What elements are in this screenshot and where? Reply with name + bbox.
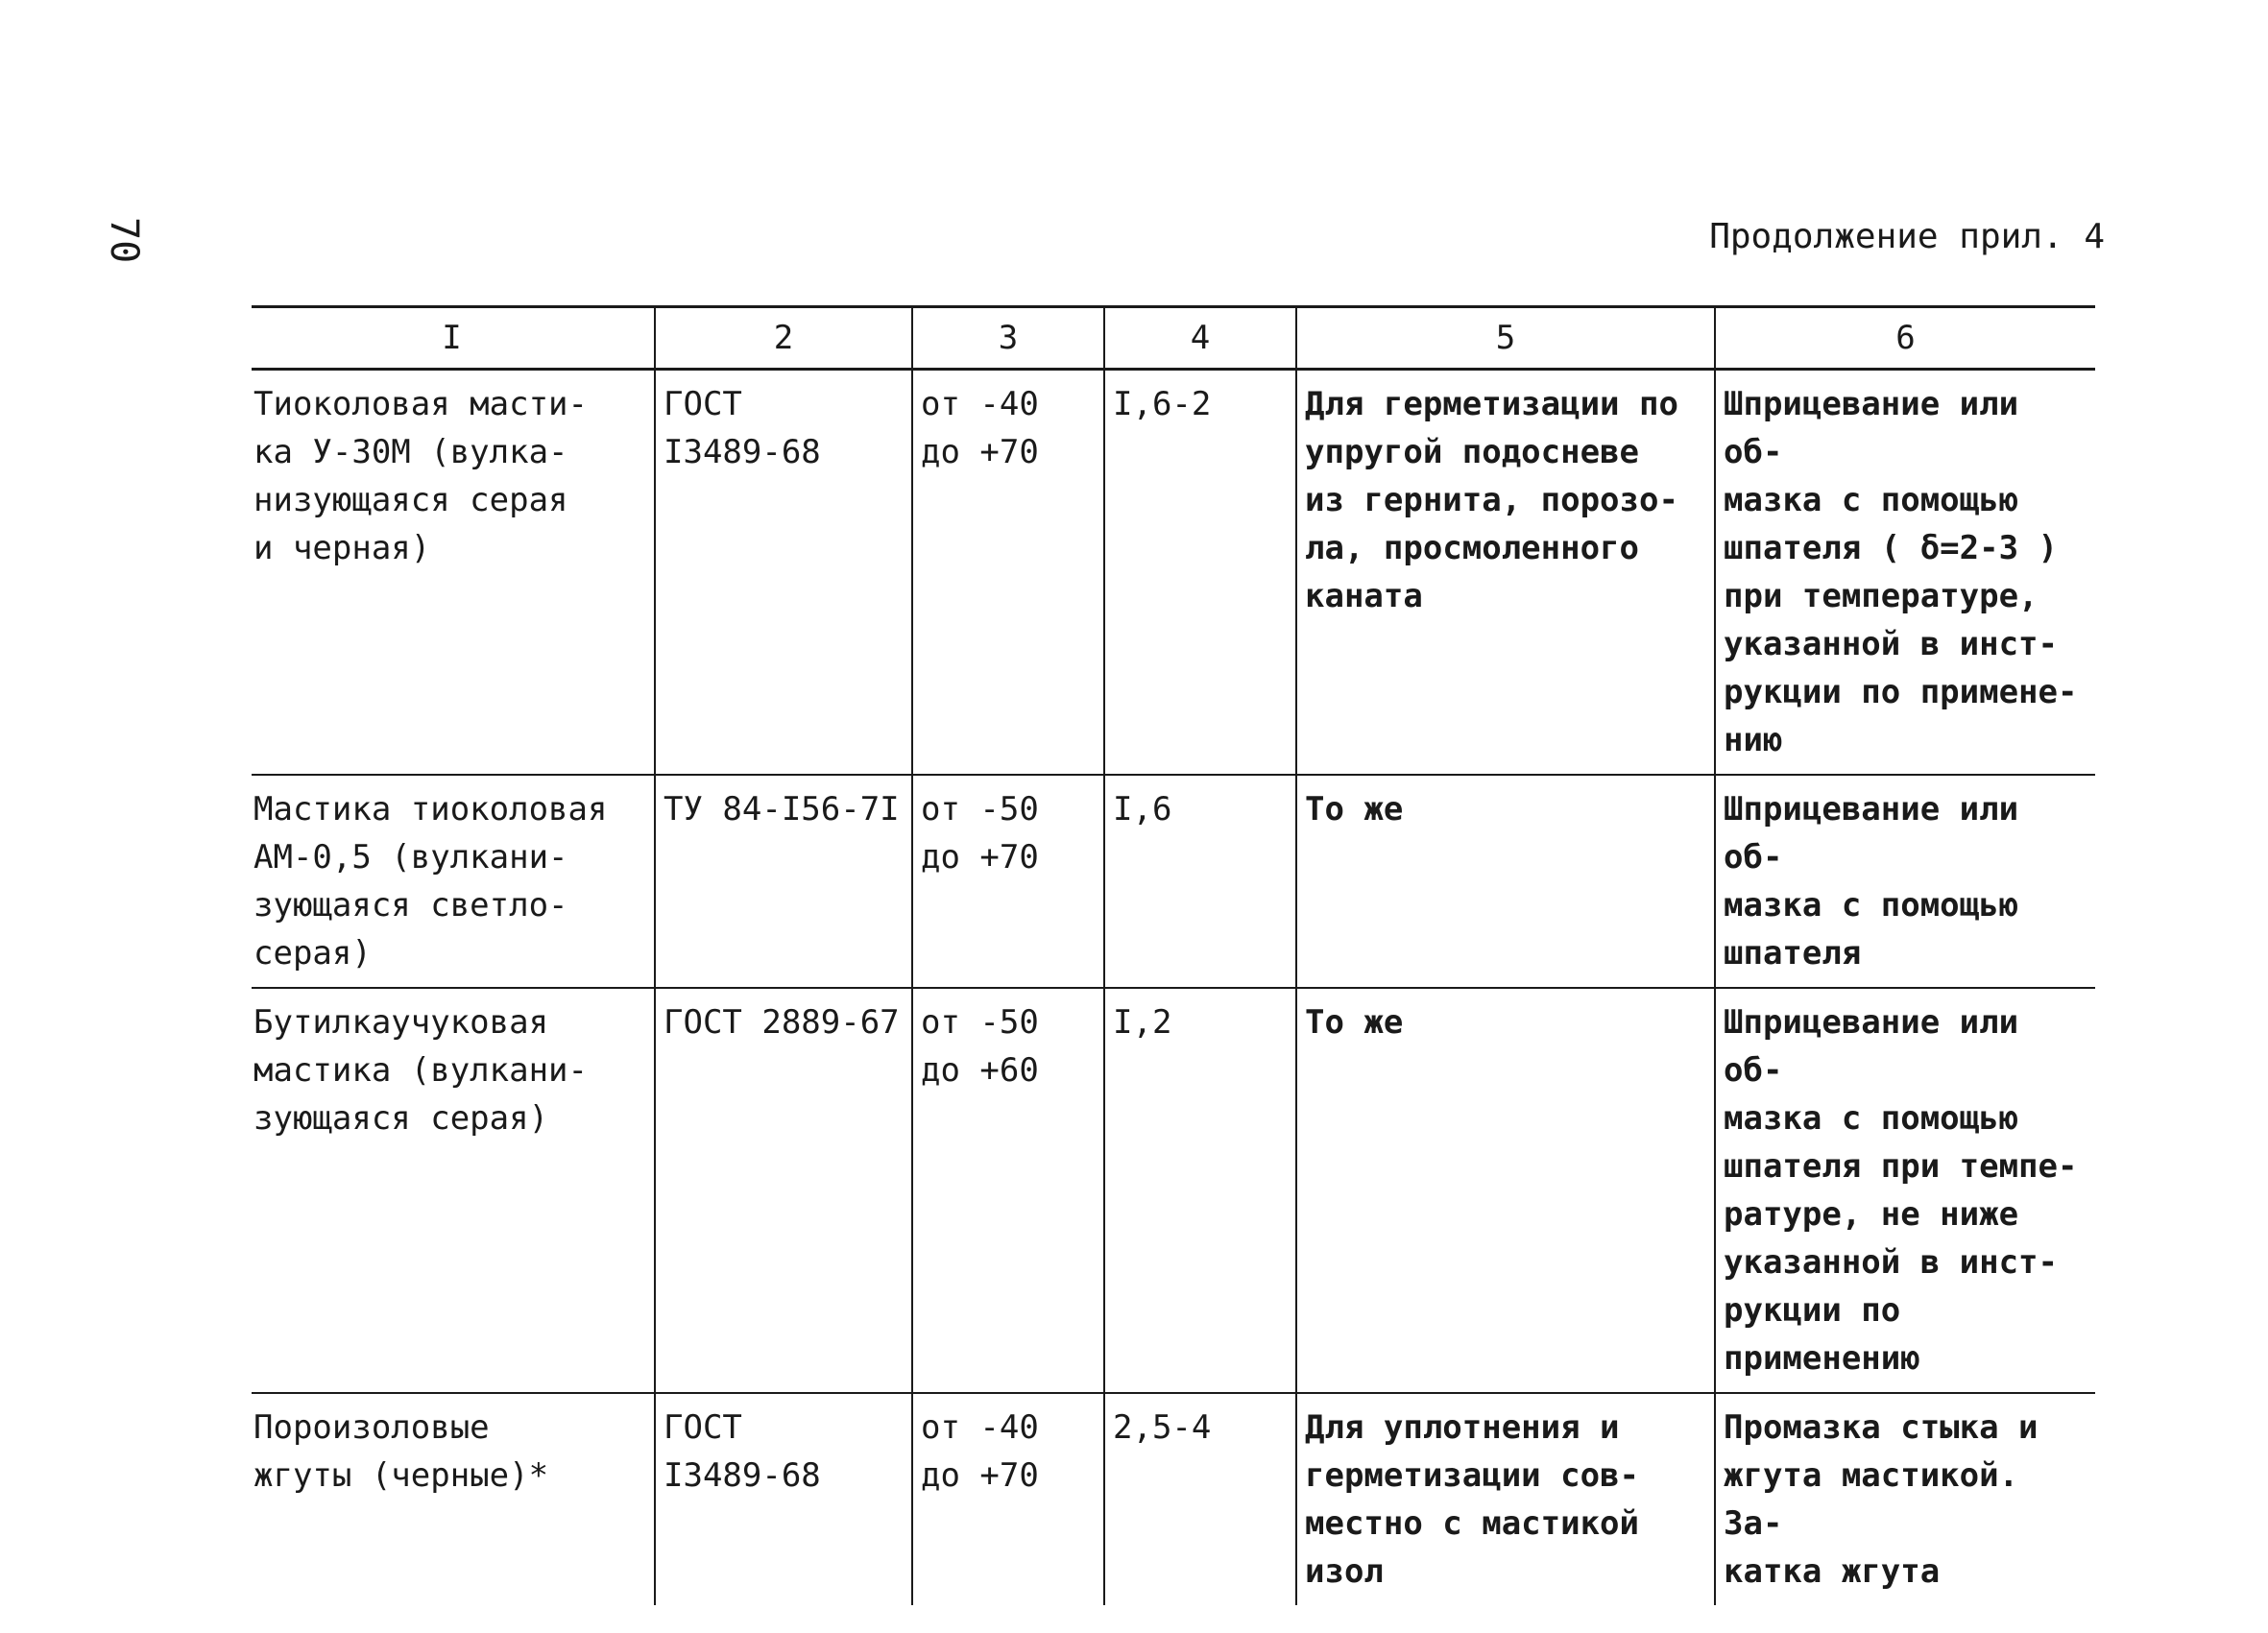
temperature-cell [912,775,1104,988]
standard-text: ГОСТ 2889-67 [664,1003,900,1042]
temperature-cell [912,1393,1104,1605]
density-text: 2,5-4 [1113,1408,1212,1447]
purpose-cell [1296,1393,1715,1605]
application-text: Шприцевание или об- мазка с помощью шпателя при темпе- ратуре, не ниже указанной в инст- рукции по применению [1724,1003,2078,1378]
table-row [252,370,2095,776]
density-text: I,6-2 [1113,385,1212,423]
page-number: 70 [102,217,146,264]
application-cell [1715,775,2095,988]
application-cell [1715,1393,2095,1605]
application-cell [1715,370,2095,776]
standard-text: ТУ 84-I56-7I [664,790,900,829]
application-text: Шприцевание или об- мазка с помощью шпателя ( δ=2-3 ) при температуре, указанной в инст- рукции по примене- нию [1724,385,2078,759]
material-cell [252,370,655,776]
density-cell [1104,775,1296,988]
standard-cell [655,1393,912,1605]
continuation-note: Продолжение прил. 4 [1709,217,2105,256]
material-cell [252,775,655,988]
standard-cell [655,775,912,988]
density-cell [1104,988,1296,1393]
temperature-text: от -40 до +70 [921,1408,1039,1495]
material-text: Тиоколовая масти- ка У-30М (вулка- низующаяся серая и черная) [253,385,588,567]
column-header-4: 4 [1104,307,1296,370]
table-header [252,307,2095,370]
column-header-3: 3 [912,307,1104,370]
standard-text: ГОСТ I3489-68 [664,385,821,471]
purpose-cell [1296,370,1715,776]
standard-cell [655,988,912,1393]
material-text: Бутилкаучуковая мастика (вулкани- зующаяся серая) [253,1003,588,1138]
table-body [252,370,2095,1606]
density-text: I,6 [1113,790,1172,829]
standard-text: ГОСТ I3489-68 [664,1408,821,1495]
density-text: I,2 [1113,1003,1172,1042]
temperature-cell [912,988,1104,1393]
temperature-text: от -50 до +60 [921,1003,1039,1090]
material-cell [252,988,655,1393]
standard-cell [655,370,912,776]
purpose-text: То же [1305,1003,1404,1042]
purpose-cell [1296,775,1715,988]
column-header-5: 5 [1296,307,1715,370]
application-cell [1715,988,2095,1393]
purpose-cell [1296,988,1715,1393]
header-row [252,307,2095,370]
purpose-text: То же [1305,790,1404,829]
application-text: Шприцевание или об- мазка с помощью шпателя [1724,790,2019,973]
purpose-text: Для герметизации по упругой подосневе из гернита, порозо- ла, просмоленного каната [1305,385,1678,615]
material-text: Мастика тиоколовая АМ-0,5 (вулкани- зующаяся светло- серая) [253,790,608,973]
temperature-text: от -50 до +70 [921,790,1039,877]
column-header-2: 2 [655,307,912,370]
material-text: Пороизоловые жгуты (черные)* [253,1408,549,1495]
table-row [252,775,2095,988]
materials-table [252,305,2095,1605]
column-header-1: I [252,307,655,370]
temperature-text: от -40 до +70 [921,385,1039,471]
temperature-cell [912,370,1104,776]
density-cell [1104,370,1296,776]
density-cell [1104,1393,1296,1605]
purpose-text: Для уплотнения и герметизации сов- местно с мастикой изол [1305,1408,1639,1591]
column-header-6: 6 [1715,307,2095,370]
application-text: Промазка стыка и жгута мастикой. За- катка жгута [1724,1408,2039,1591]
material-cell [252,1393,655,1605]
table-row [252,988,2095,1393]
table-row [252,1393,2095,1605]
